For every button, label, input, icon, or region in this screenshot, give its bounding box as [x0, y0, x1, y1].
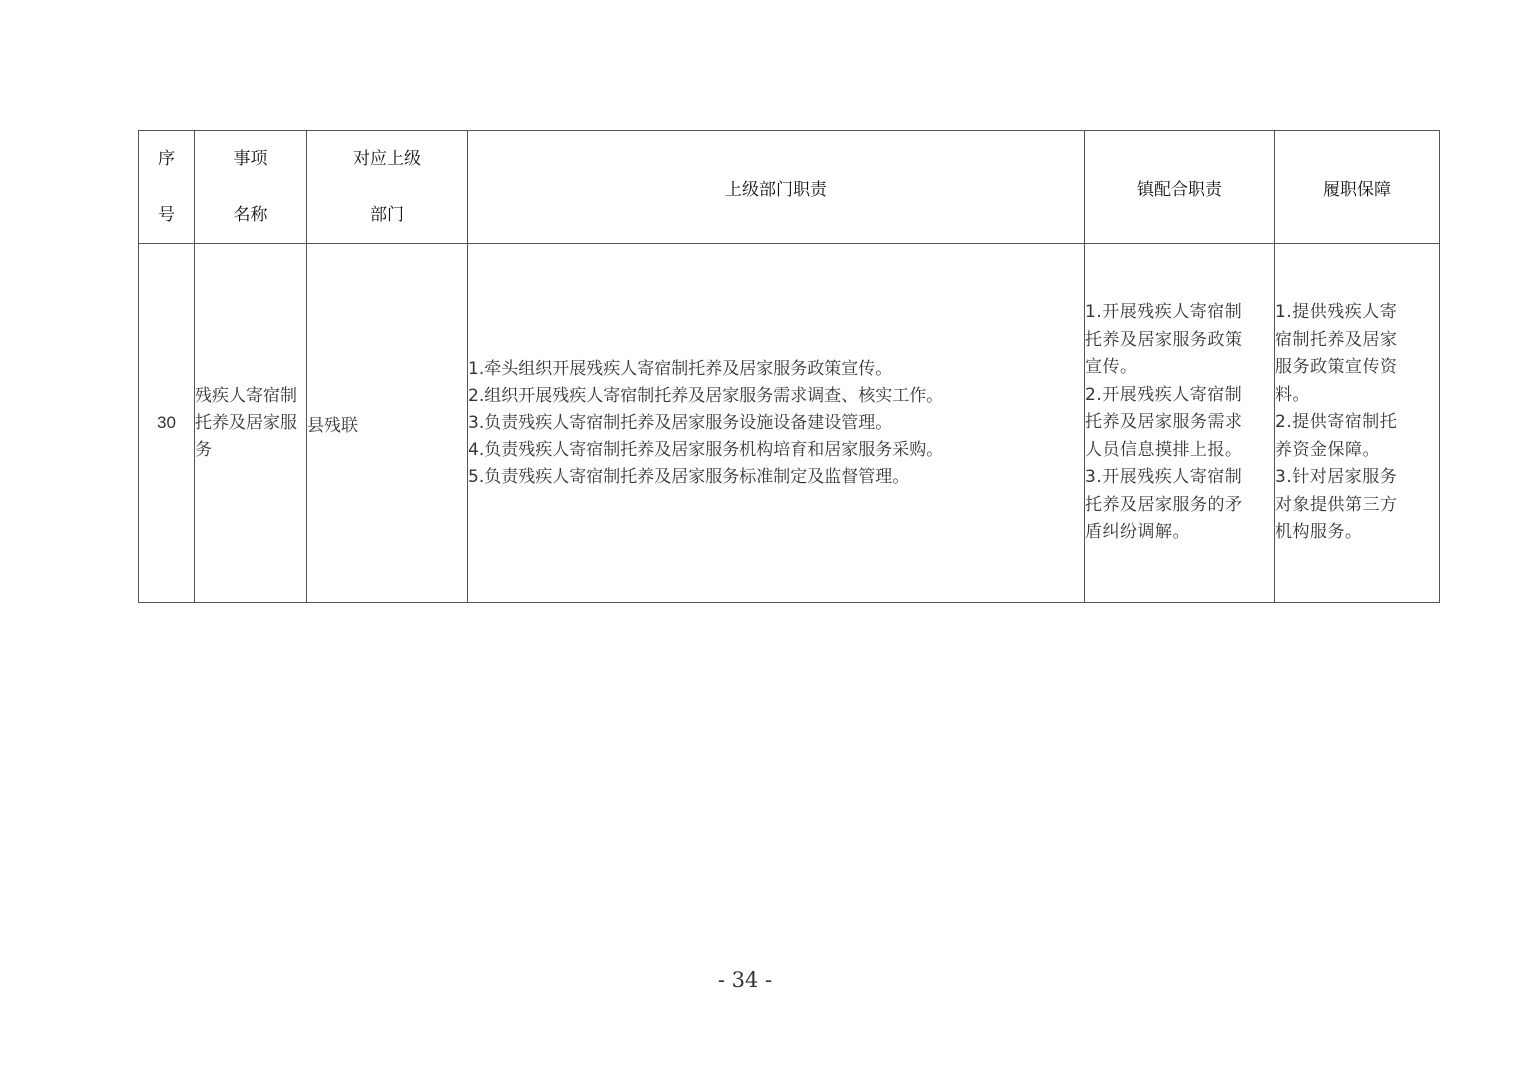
- header-seq-line-2: 号: [158, 205, 175, 225]
- header-item-name: [195, 131, 307, 244]
- upper-duty-line: 2.组织开展残疾人寄宿制托养及居家服务需求调查、核实工作。: [468, 385, 944, 406]
- header-upper-dept: [307, 131, 468, 244]
- guarantee-line: 料。: [1275, 384, 1310, 405]
- town-duty-line: 3.开展残疾人寄宿制: [1085, 467, 1243, 488]
- header-item-name-line-2: 名称: [233, 205, 268, 225]
- cell-upper-duty: [468, 244, 1085, 603]
- duty-table: [138, 130, 1440, 603]
- header-upper-duty: 上级部门职责: [468, 131, 1085, 244]
- guarantee-line: 3.针对居家服务: [1275, 467, 1398, 488]
- guarantee-line: 养资金保障。: [1275, 439, 1380, 460]
- upper-duty-line: 4.负责残疾人寄宿制托养及居家服务机构培育和居家服务采购。: [468, 439, 944, 460]
- guarantee-line: 1.提供残疾人寄: [1275, 302, 1398, 323]
- town-duty-line: 2.开展残疾人寄宿制: [1085, 384, 1243, 405]
- guarantee-line: 对象提供第三方: [1275, 494, 1398, 515]
- upper-duty-line: 5.负责残疾人寄宿制托养及居家服务标准制定及监督管理。: [468, 466, 910, 487]
- cell-guarantee: [1275, 244, 1440, 603]
- header-row: [139, 131, 1440, 244]
- cell-upper-dept: 县残联: [307, 244, 468, 603]
- header-item-name-line-1: 事项: [233, 149, 268, 169]
- cell-seq: 30: [139, 244, 195, 603]
- town-duty-line: 托养及居家服务的矛: [1085, 494, 1243, 515]
- town-duty-line: 盾纠纷调解。: [1085, 522, 1190, 543]
- header-guarantee: 履职保障: [1275, 131, 1440, 244]
- header-town-duty: 镇配合职责: [1085, 131, 1275, 244]
- header-upper-dept-line-1: 对应上级: [353, 149, 421, 169]
- town-duty-line: 托养及居家服务需求: [1085, 412, 1243, 433]
- town-duty-line: 人员信息摸排上报。: [1085, 439, 1243, 460]
- upper-duty-line: 1.牵头组织开展残疾人寄宿制托养及居家服务政策宣传。: [468, 358, 893, 379]
- page-number: - 34 -: [717, 968, 773, 992]
- table-row: [139, 244, 1440, 603]
- header-seq-line-1: 序: [158, 149, 175, 169]
- guarantee-line: 宿制托养及居家: [1275, 329, 1398, 350]
- town-duty-line: 宣传。: [1085, 357, 1138, 378]
- upper-duty-line: 3.负责残疾人寄宿制托养及居家服务设施设备建设管理。: [468, 412, 893, 433]
- cell-item-name: 残疾人寄宿制托养及居家服务: [195, 244, 307, 603]
- cell-town-duty: [1085, 244, 1275, 603]
- town-duty-line: 1.开展残疾人寄宿制: [1085, 302, 1243, 323]
- guarantee-line: 2.提供寄宿制托: [1275, 412, 1398, 433]
- header-seq: [139, 131, 195, 244]
- header-upper-dept-line-2: 部门: [370, 205, 404, 225]
- guarantee-line: 服务政策宣传资: [1275, 357, 1398, 378]
- town-duty-line: 托养及居家服务政策: [1085, 329, 1243, 350]
- guarantee-line: 机构服务。: [1275, 522, 1363, 543]
